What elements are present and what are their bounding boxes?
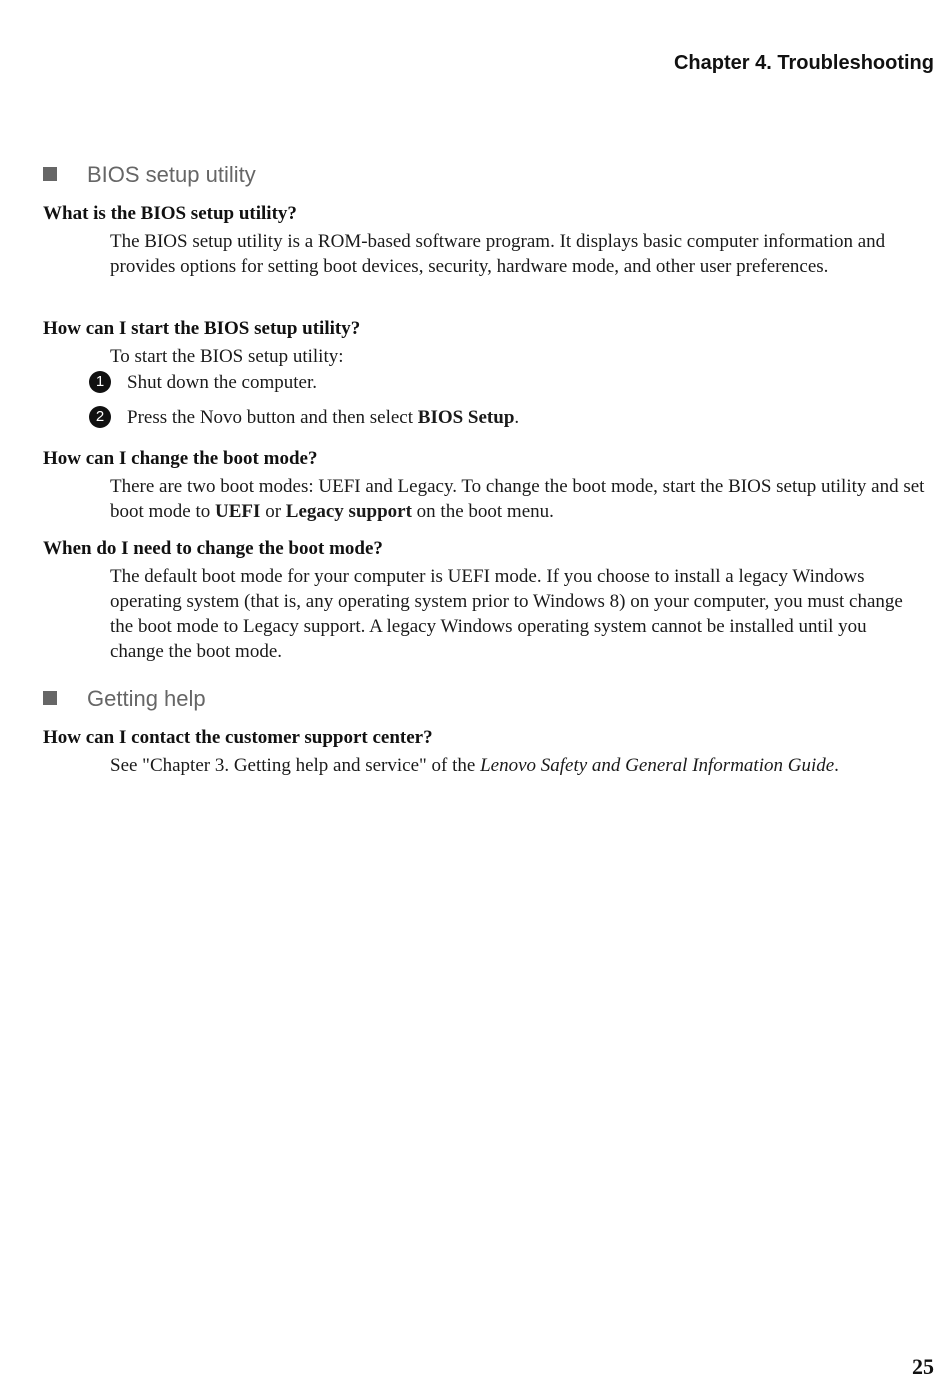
page-number: 25 (912, 1354, 934, 1379)
answer-text: on the boot menu. (411, 501, 554, 522)
step-number-icon: 1 (89, 371, 111, 393)
running-header: Chapter 4. Troubleshooting (673, 52, 934, 74)
question-change-boot-mode: How can I change the boot mode? (43, 448, 318, 469)
answer-text: See "Chapter 3. Getting help and service" of the (110, 755, 481, 776)
question-what-is-bios: What is the BIOS setup utility? (43, 203, 297, 224)
bullet-square-icon (43, 691, 57, 705)
answer-emphasis-uefi: UEFI (215, 501, 261, 522)
step-1 (89, 372, 317, 395)
section-heading-text: Getting help (87, 686, 206, 711)
intro-start-bios: To start the BIOS setup utility: (110, 346, 344, 367)
section-heading-getting-help (43, 686, 206, 712)
section-heading-bios (43, 162, 256, 188)
question-when-change-boot-mode: When do I need to change the boot mode? (43, 538, 383, 559)
answer-text: . (834, 755, 839, 776)
step-text: Press the Novo button and then select (127, 407, 418, 428)
answer-text: or (260, 501, 286, 522)
step-2 (89, 407, 519, 430)
step-emphasis: BIOS Setup (417, 407, 515, 428)
step-number-icon: 2 (89, 406, 111, 428)
question-start-bios: How can I start the BIOS setup utility? (43, 318, 361, 339)
answer-what-is-bios: The BIOS setup utility is a ROM-based software program. It displays basic computer information and provides options for setting boot devices, security, hardware mode, and other user preferences. (110, 231, 886, 277)
answer-when-change-boot-mode: The default boot mode for your computer is UEFI mode. If you choose to install a legacy Windows operating system (that is, any operating system prior to Windows 8) on your computer, you must change the boot mode to Legacy support. A legacy Windows operating system cannot be installed until you change the boot mode. (110, 566, 903, 662)
step-text-end: . (514, 407, 520, 428)
answer-change-boot-mode (110, 474, 925, 524)
section-heading-text: BIOS setup utility (87, 162, 256, 187)
answer-emphasis-legacy: Legacy support (285, 501, 412, 522)
question-contact-support: How can I contact the customer support center? (43, 727, 433, 748)
bullet-square-icon (43, 167, 57, 181)
answer-text: There are two boot modes: UEFI and Legacy. To change the boot mode, start the BIOS setup utility and set boot mode to (110, 476, 925, 522)
answer-contact-support (110, 753, 925, 778)
answer-guide-title: Lenovo Safety and General Information Guide (480, 755, 835, 776)
step-text: Shut down the computer. (127, 372, 317, 393)
